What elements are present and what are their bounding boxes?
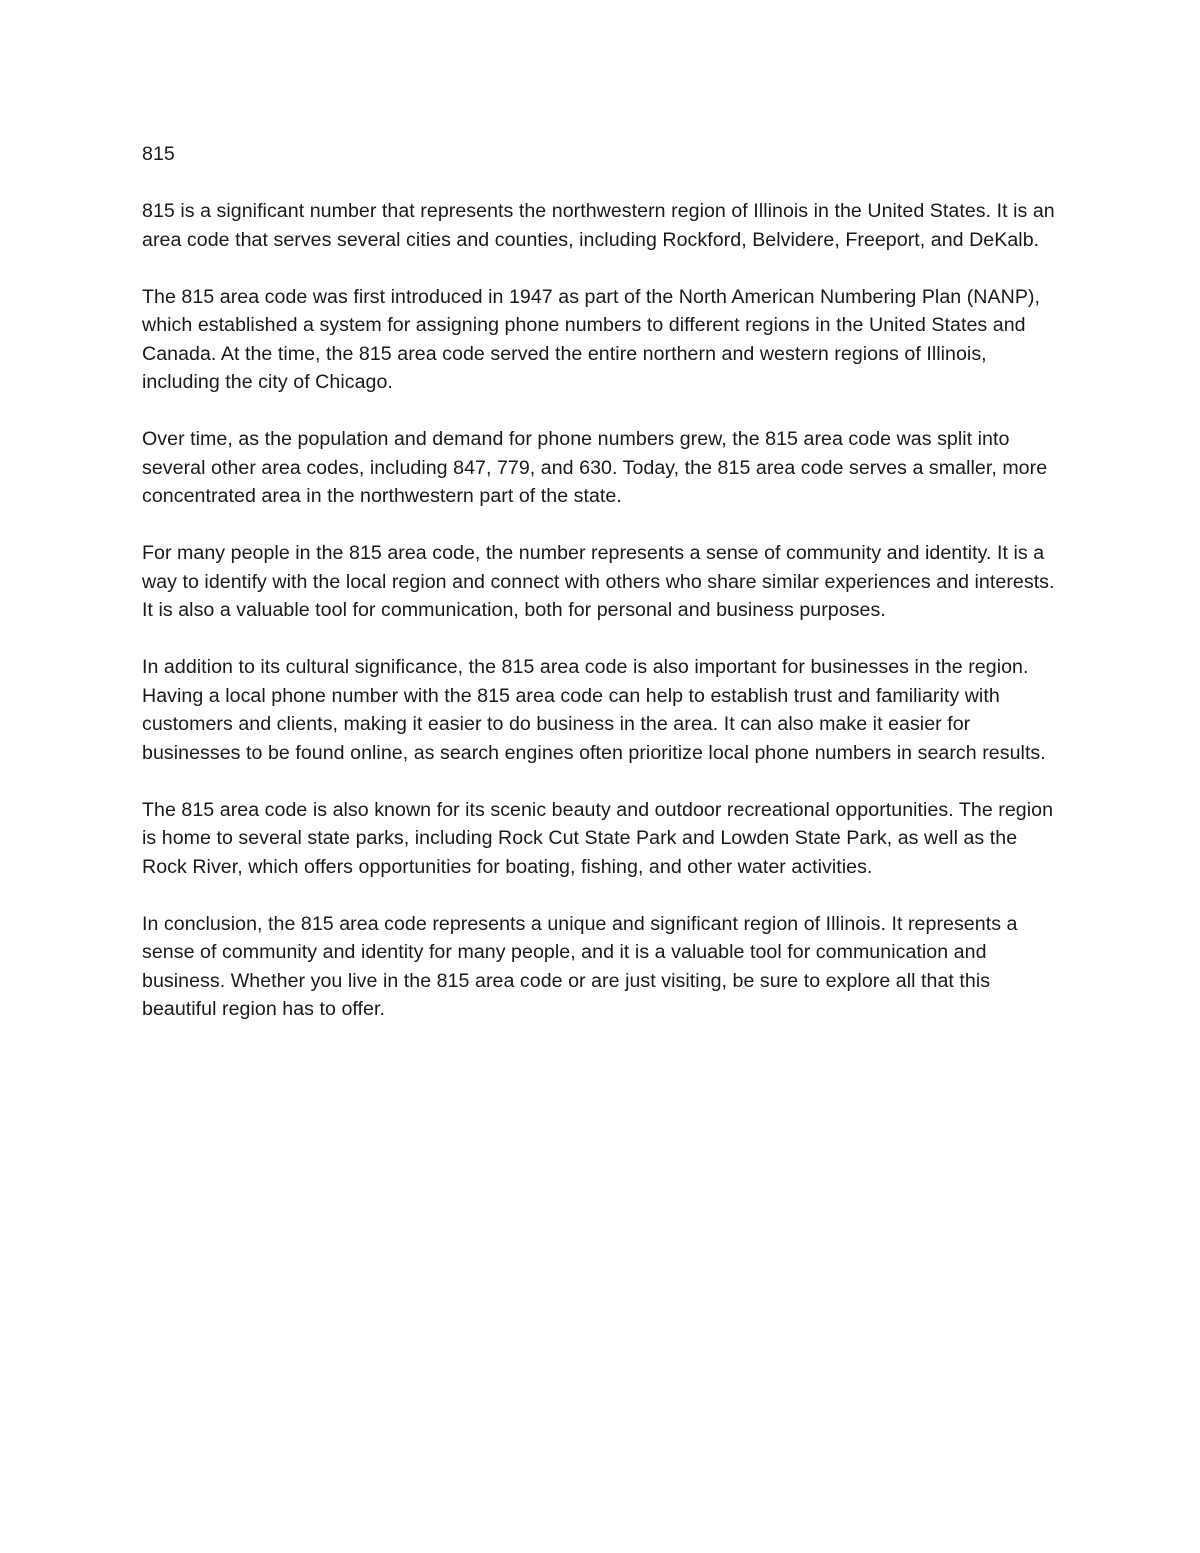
paragraph-split: Over time, as the population and demand for phone numbers grew, the 815 area code was split into several other area codes, including 847, 779, and 630. Today, the 815 area code serves a smaller, more concentrated area in the northwestern part of the state. [142, 428, 1048, 507]
document-title: 815 [142, 143, 175, 165]
paragraph-intro: 815 is a significant number that represents the northwestern region of Illinois in the United States. It is an area code that serves several cities and counties, including Rockford, Belvidere, Freeport, and DeKalb. [142, 200, 1055, 251]
paragraph-community: For many people in the 815 area code, the number represents a sense of community and identity. It is a way to identify with the local region and connect with others who share similar experiences and interests. It is also a valuable tool for communication, both for personal and business purposes. [142, 542, 1055, 621]
document-body [142, 140, 1062, 1052]
paragraph-business: In addition to its cultural significance, the 815 area code is also important for businesses in the region. Having a local phone number with the 815 area code can help to establish trust and familiarity with customers and clients, making it easier to do business in the area. It can also make it easier for businesses to be found online, as search engines often prioritize local phone numbers in search results. [142, 656, 1046, 764]
paragraph-history: The 815 area code was first introduced in 1947 as part of the North American Numbering Plan (NANP), which established a system for assigning phone numbers to different regions in the United States and Canada. At the time, the 815 area code served the entire northern and western regions of Illinois, including the city of Chicago. [142, 285, 1041, 393]
paragraph-recreation: The 815 area code is also known for its scenic beauty and outdoor recreational opportunities. The region is home to several state parks, including Rock Cut State Park and Lowden State Park, as well as the Rock River, which offers opportunities for boating, fishing, and other water activities. [142, 798, 1054, 878]
paragraph-conclusion: In conclusion, the 815 area code represents a unique and significant region of Illinois. It represents a sense of community and identity for many people, and it is a valuable tool for communication and business. Whether you live in the 815 area code or are just visiting, be sure to explore all that this beautiful region has to offer. [142, 912, 1018, 1020]
